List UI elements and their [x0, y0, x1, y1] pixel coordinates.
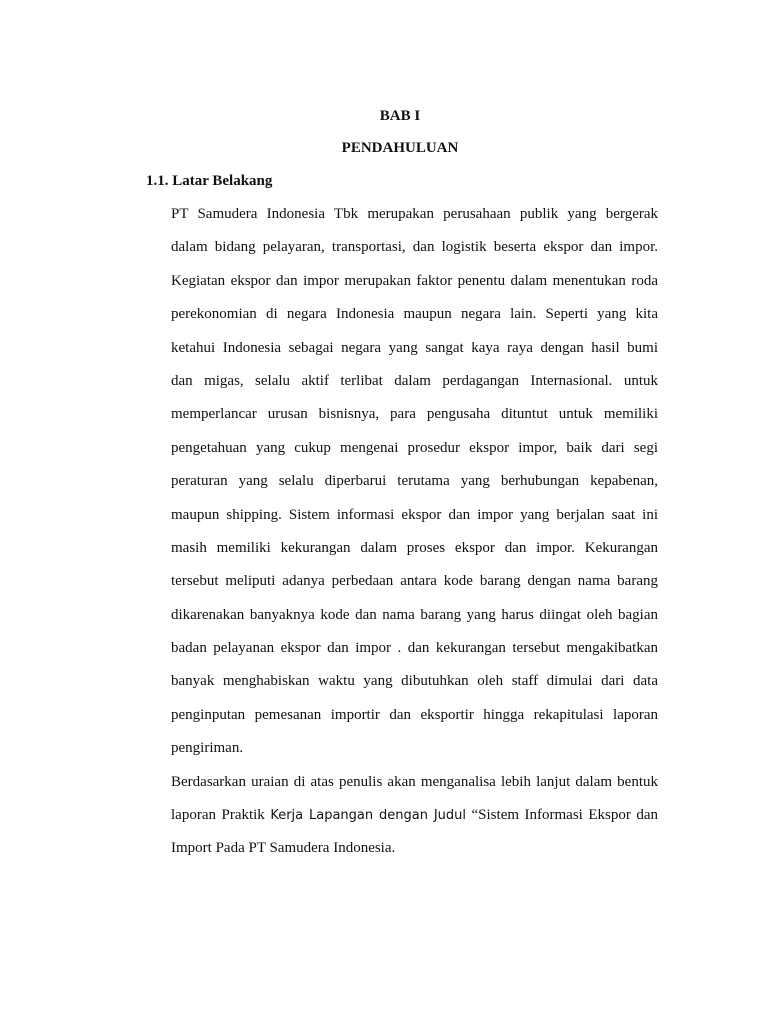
text-line: dikarenakan banyaknya kode dan nama barang yang harus diingat oleh bagian: [171, 606, 658, 623]
paragraph-1: [171, 204, 658, 772]
section-heading: 1.1. Latar Belakang: [146, 173, 273, 189]
body-text: [171, 204, 658, 872]
text-line: Kegiatan ekspor dan impor merupakan faktor penentu dalam menentukan roda: [171, 272, 658, 289]
chapter-number: BAB I: [379, 108, 421, 124]
text-line: badan pelayanan ekspor dan impor . dan kekurangan tersebut mengakibatkan: [171, 640, 658, 657]
text-line: penginputan pemesanan importir dan eksportir hingga rekapitulasi laporan: [171, 706, 658, 723]
text-line: memperlancar urusan bisnisnya, para pengusaha dituntut untuk memiliki: [171, 406, 658, 423]
text-line: pengiriman.: [171, 740, 244, 757]
text-line: perekonomian di negara Indonesia maupun negara lain. Seperti yang kita: [171, 306, 658, 323]
text-line: dan migas, selalu aktif terlibat dalam perdagangan Internasional. untuk: [171, 372, 658, 389]
text-line: laporan Praktik Kerja Lapangan dengan Judul “Sistem Informasi Ekspor dan: [171, 807, 658, 824]
text-line: PT Samudera Indonesia Tbk merupakan perusahaan publik yang bergerak: [171, 206, 658, 222]
text-line: Berdasarkan uraian di atas penulis akan menganalisa lebih lanjut dalam bentuk: [171, 773, 658, 790]
chapter-title: PENDAHULUAN: [341, 140, 459, 156]
text-line: dalam bidang pelayaran, transportasi, dan logistik beserta ekspor dan impor.: [171, 239, 658, 256]
text-line: maupun shipping. Sistem informasi ekspor dan impor yang berjalan saat ini: [171, 506, 658, 523]
text-line: banyak menghabiskan waktu yang dibutuhkan oleh staff dimulai dari data: [171, 673, 658, 690]
text-line: masih memiliki kekurangan dalam proses ekspor dan impor. Kekurangan: [171, 539, 658, 556]
text-line: peraturan yang selalu diperbarui terutama yang berhubungan kepabenan,: [171, 473, 658, 490]
text-line: Import Pada PT Samudera Indonesia.: [171, 840, 396, 857]
paragraph-2: [171, 772, 658, 872]
text-line: ketahui Indonesia sebagai negara yang sangat kaya raya dengan hasil bumi: [171, 339, 658, 356]
text-line: pengetahuan yang cukup mengenai prosedur ekspor impor, baik dari segi: [171, 439, 658, 456]
text-line: tersebut meliputi adanya perbedaan antara kode barang dengan nama barang: [171, 573, 658, 590]
